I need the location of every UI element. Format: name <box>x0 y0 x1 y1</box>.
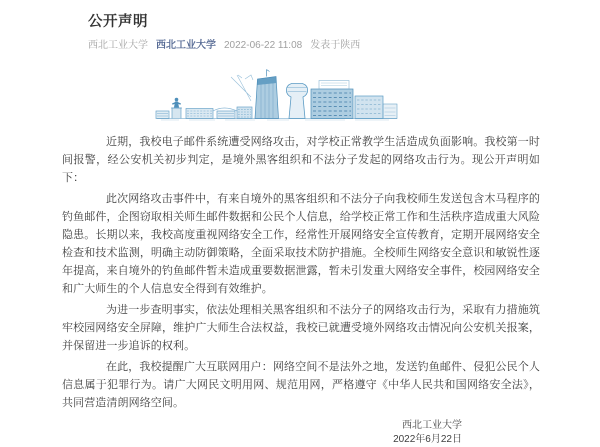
account-link[interactable]: 西北工业大学 <box>156 40 216 51</box>
author-name: 西北工业大学 <box>88 40 148 51</box>
publish-datetime: 2022-06-22 11:08 <box>224 40 303 51</box>
paragraph-3: 为进一步查明事实，依法处理相关黑客组织和不法分子的网络攻击行为，采取有力措施筑牢校园网络安全屏障，维护广大师生合法权益，我校已就遭受境外网络攻击情况向公安机关报案，并保留进一步追诉的权利。 <box>62 304 540 352</box>
article-meta <box>88 39 540 52</box>
paragraph-1: 近期，我校电子邮件系统遭受网络攻击，对学校正常教学生活造成负面影响。我校第一时间报警，经公安机关初步判定，是境外黑客组织和不法分子发起的网络攻击行为。现公开声明如下： <box>62 136 540 184</box>
paragraph-2: 此次网络攻击事件中，有来自境外的黑客组织和不法分子向我校师生发送包含木马程序的钓鱼邮件，企图窃取相关师生邮件数据和公民个人信息，给学校正常工作和生活秩序造成重大风险隐患。长期以来，我校高度重视网络安全工作，经常性开展网络安全宣传教育，定期开展网络安全检查和技术监测，明确主动防御策略，全面采取技术防护措施。全校师生网络安全意识和敏锐性逐年提高，来自境外的钓鱼邮件暂未造成重要数据泄露，暂未引发重大网络安全事件，校园网络安全和广大师生的个人信息安全得到有效维护。 <box>62 193 540 295</box>
article-header <box>88 12 540 52</box>
paragraph-4: 在此，我校提醒广大互联网用户：网络空间不是法外之地，发送钓鱼邮件、侵犯公民个人信息属于犯罪行为。请广大网民文明用网、规范用网，严格遵守《中华人民共和国网络安全法》，共同营造清朗网络空间。 <box>62 361 540 409</box>
article-body <box>62 133 540 412</box>
page-title: 公开声明 <box>88 14 148 30</box>
publish-location: 发表于陕西 <box>310 40 361 51</box>
signature-name: 西北工业大学 <box>402 420 462 431</box>
campus-skyline-illustration <box>155 67 399 121</box>
signature-date: 2022年6月22日 <box>393 434 462 445</box>
banner-image[interactable] <box>155 67 399 121</box>
